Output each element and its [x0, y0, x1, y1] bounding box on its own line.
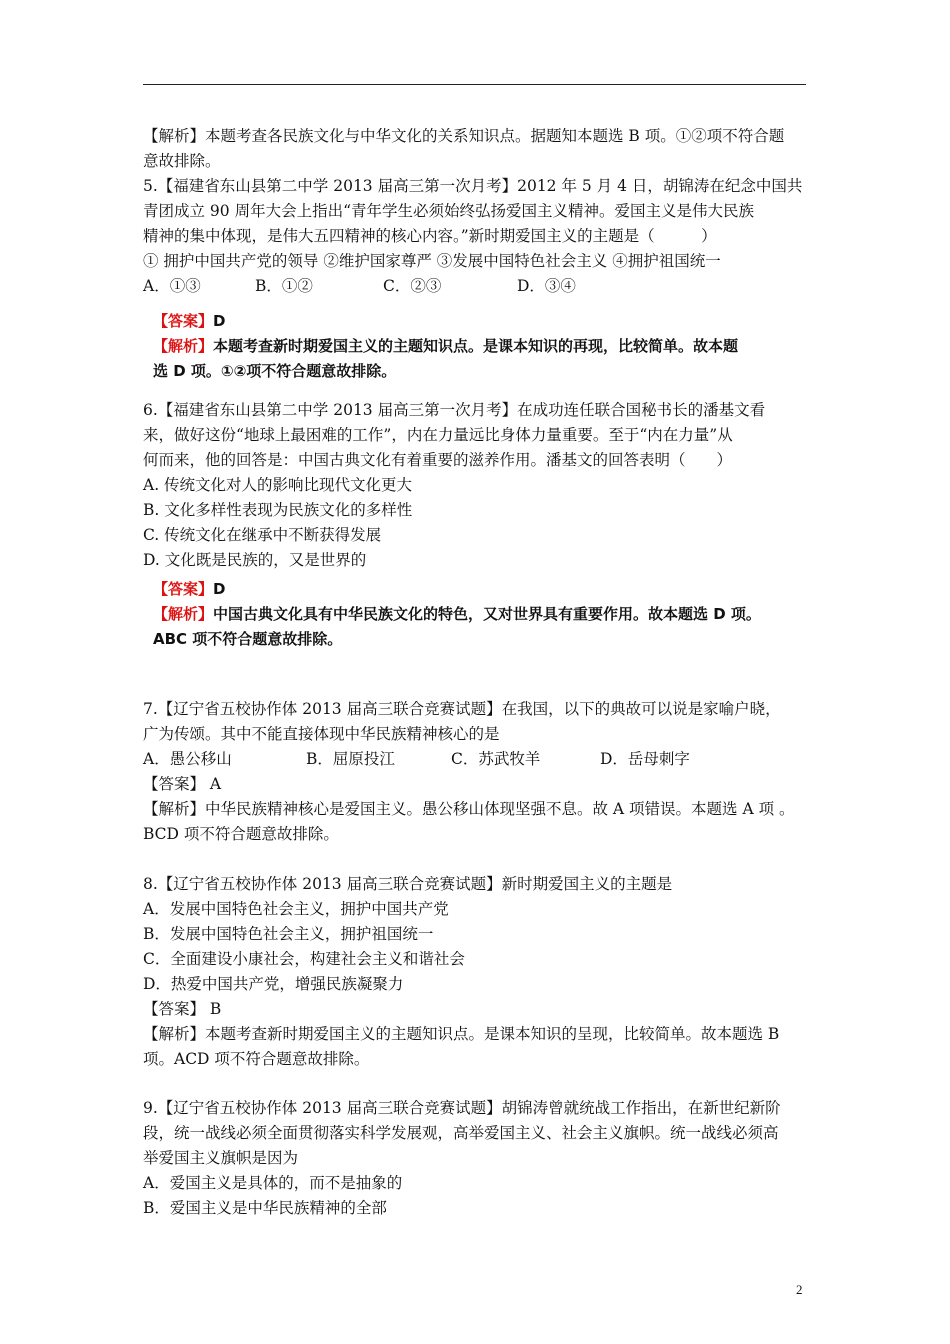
option-c: C．②③ [383, 277, 442, 295]
question-7-options [143, 747, 823, 772]
option-a: A．愚公移山 [143, 750, 232, 768]
text-line: 来，做好这份“地球上最困难的工作”，内在力量远比身体力量重要。至于“内在力量”从 [143, 426, 733, 444]
text-line: ① 拥护中国共产党的领导 ②维护国家尊严 ③发展中国特色社会主义 ④拥护祖国统一 [143, 252, 721, 270]
option-a: A．①③ [143, 277, 201, 295]
text-line: 精神的集中体现，是伟大五四精神的核心内容。”新时期爱国主义的主题是（ ） [143, 227, 717, 245]
explanation-text: 中国古典文化具有中华民族文化的特色，又对世界具有重要作用。故本题选 D 项。 [213, 605, 761, 623]
option-c: C. 传统文化在继承中不断获得发展 [143, 526, 382, 544]
question-7-explanation: 【解析】中华民族精神核心是爱国主义。愚公移山体现坚强不息。故 A 项错误。本题选 A 项 。 [143, 800, 795, 818]
text-line: 【解析】本题考查各民族文化与中华文化的关系知识点。据题知本题选 B 项。①②项不符合题 [143, 127, 785, 145]
question-8-explanation: 【解析】本题考查新时期爱国主义的主题知识点。是课本知识的呈现，比较简单。故本题选 B [143, 1025, 780, 1043]
question-8-stem: 8.【辽宁省五校协作体 2013 届高三联合竞赛试题】新时期爱国主义的主题是 [143, 875, 673, 893]
option-c: C．全面建设小康社会，构建社会主义和谐社会 [143, 950, 465, 968]
option-d: D. 文化既是民族的，又是世界的 [143, 551, 367, 569]
explanation-tag: 【解析】 [153, 605, 214, 623]
text-line: 何而来，他的回答是：中国古典文化有着重要的滋养作用。潘基文的回答表明（ ） [143, 451, 733, 469]
text-line: 举爱国主义旗帜是因为 [143, 1149, 299, 1167]
question-5-answer [153, 309, 833, 334]
option-a: A．发展中国特色社会主义，拥护中国共产党 [143, 900, 449, 918]
question-5-options [143, 274, 823, 299]
question-8-answer: 【答案】 B [143, 1000, 222, 1018]
text-line: 段，统一战线必须全面贯彻落实科学发展观，高举爱国主义、社会主义旗帜。统一战线必须高 [143, 1124, 779, 1142]
answer-value: D [213, 312, 226, 330]
question-5-explanation [153, 334, 833, 359]
answer-value: D [213, 580, 226, 598]
explanation-tag: 【解析】 [153, 337, 214, 355]
option-a: A．爱国主义是具体的，而不是抽象的 [143, 1174, 403, 1192]
text-line: 广为传颂。其中不能直接体现中华民族精神核心的是 [143, 725, 500, 743]
answer-tag: 【答案】 [153, 580, 214, 598]
option-b: B．爱国主义是中华民族精神的全部 [143, 1199, 387, 1217]
text-line: BCD 项不符合题意故排除。 [143, 825, 339, 843]
question-9-stem: 9.【辽宁省五校协作体 2013 届高三联合竞赛试题】胡锦涛曾就统战工作指出，在新世纪新阶 [143, 1099, 781, 1117]
text-line: 青团成立 90 周年大会上指出“青年学生必须始终弘扬爱国主义精神。爱国主义是伟大民族 [143, 202, 755, 220]
header-rule [143, 84, 806, 85]
text-line: 意故排除。 [143, 152, 221, 170]
option-c: C．苏武牧羊 [451, 750, 541, 768]
page-number: 2 [796, 1282, 803, 1297]
option-b: B．①② [255, 277, 313, 295]
explanation-text: 本题考查新时期爱国主义的主题知识点。是课本知识的再现，比较简单。故本题 [213, 337, 739, 355]
question-6-explanation [153, 602, 833, 627]
question-7-answer: 【答案】 A [143, 775, 222, 793]
question-5-stem: 5.【福建省东山县第二中学 2013 届高三第一次月考】2012 年 5 月 4 日，胡锦涛在纪念中国共 [143, 177, 803, 195]
text-line: 项。ACD 项不符合题意故排除。 [143, 1050, 370, 1068]
option-a: A. 传统文化对人的影响比现代文化更大 [143, 476, 413, 494]
option-d: D．岳母刺字 [600, 750, 690, 768]
answer-tag: 【答案】 [153, 312, 214, 330]
text-line: ABC 项不符合题意故排除。 [153, 630, 343, 648]
option-b: B．发展中国特色社会主义，拥护祖国统一 [143, 925, 434, 943]
option-b: B．屈原投江 [306, 750, 395, 768]
option-d: D．热爱中国共产党，增强民族凝聚力 [143, 975, 404, 993]
question-7-stem: 7.【辽宁省五校协作体 2013 届高三联合竞赛试题】在我国，以下的典故可以说是家喻户晓， [143, 700, 781, 718]
text-line: 选 D 项。①②项不符合题意故排除。 [153, 362, 397, 380]
option-d: D．③④ [517, 277, 576, 295]
question-6-stem: 6.【福建省东山县第二中学 2013 届高三第一次月考】在成功连任联合国秘书长的潘基文看 [143, 401, 766, 419]
option-b: B. 文化多样性表现为民族文化的多样性 [143, 501, 413, 519]
question-6-answer [153, 577, 833, 602]
